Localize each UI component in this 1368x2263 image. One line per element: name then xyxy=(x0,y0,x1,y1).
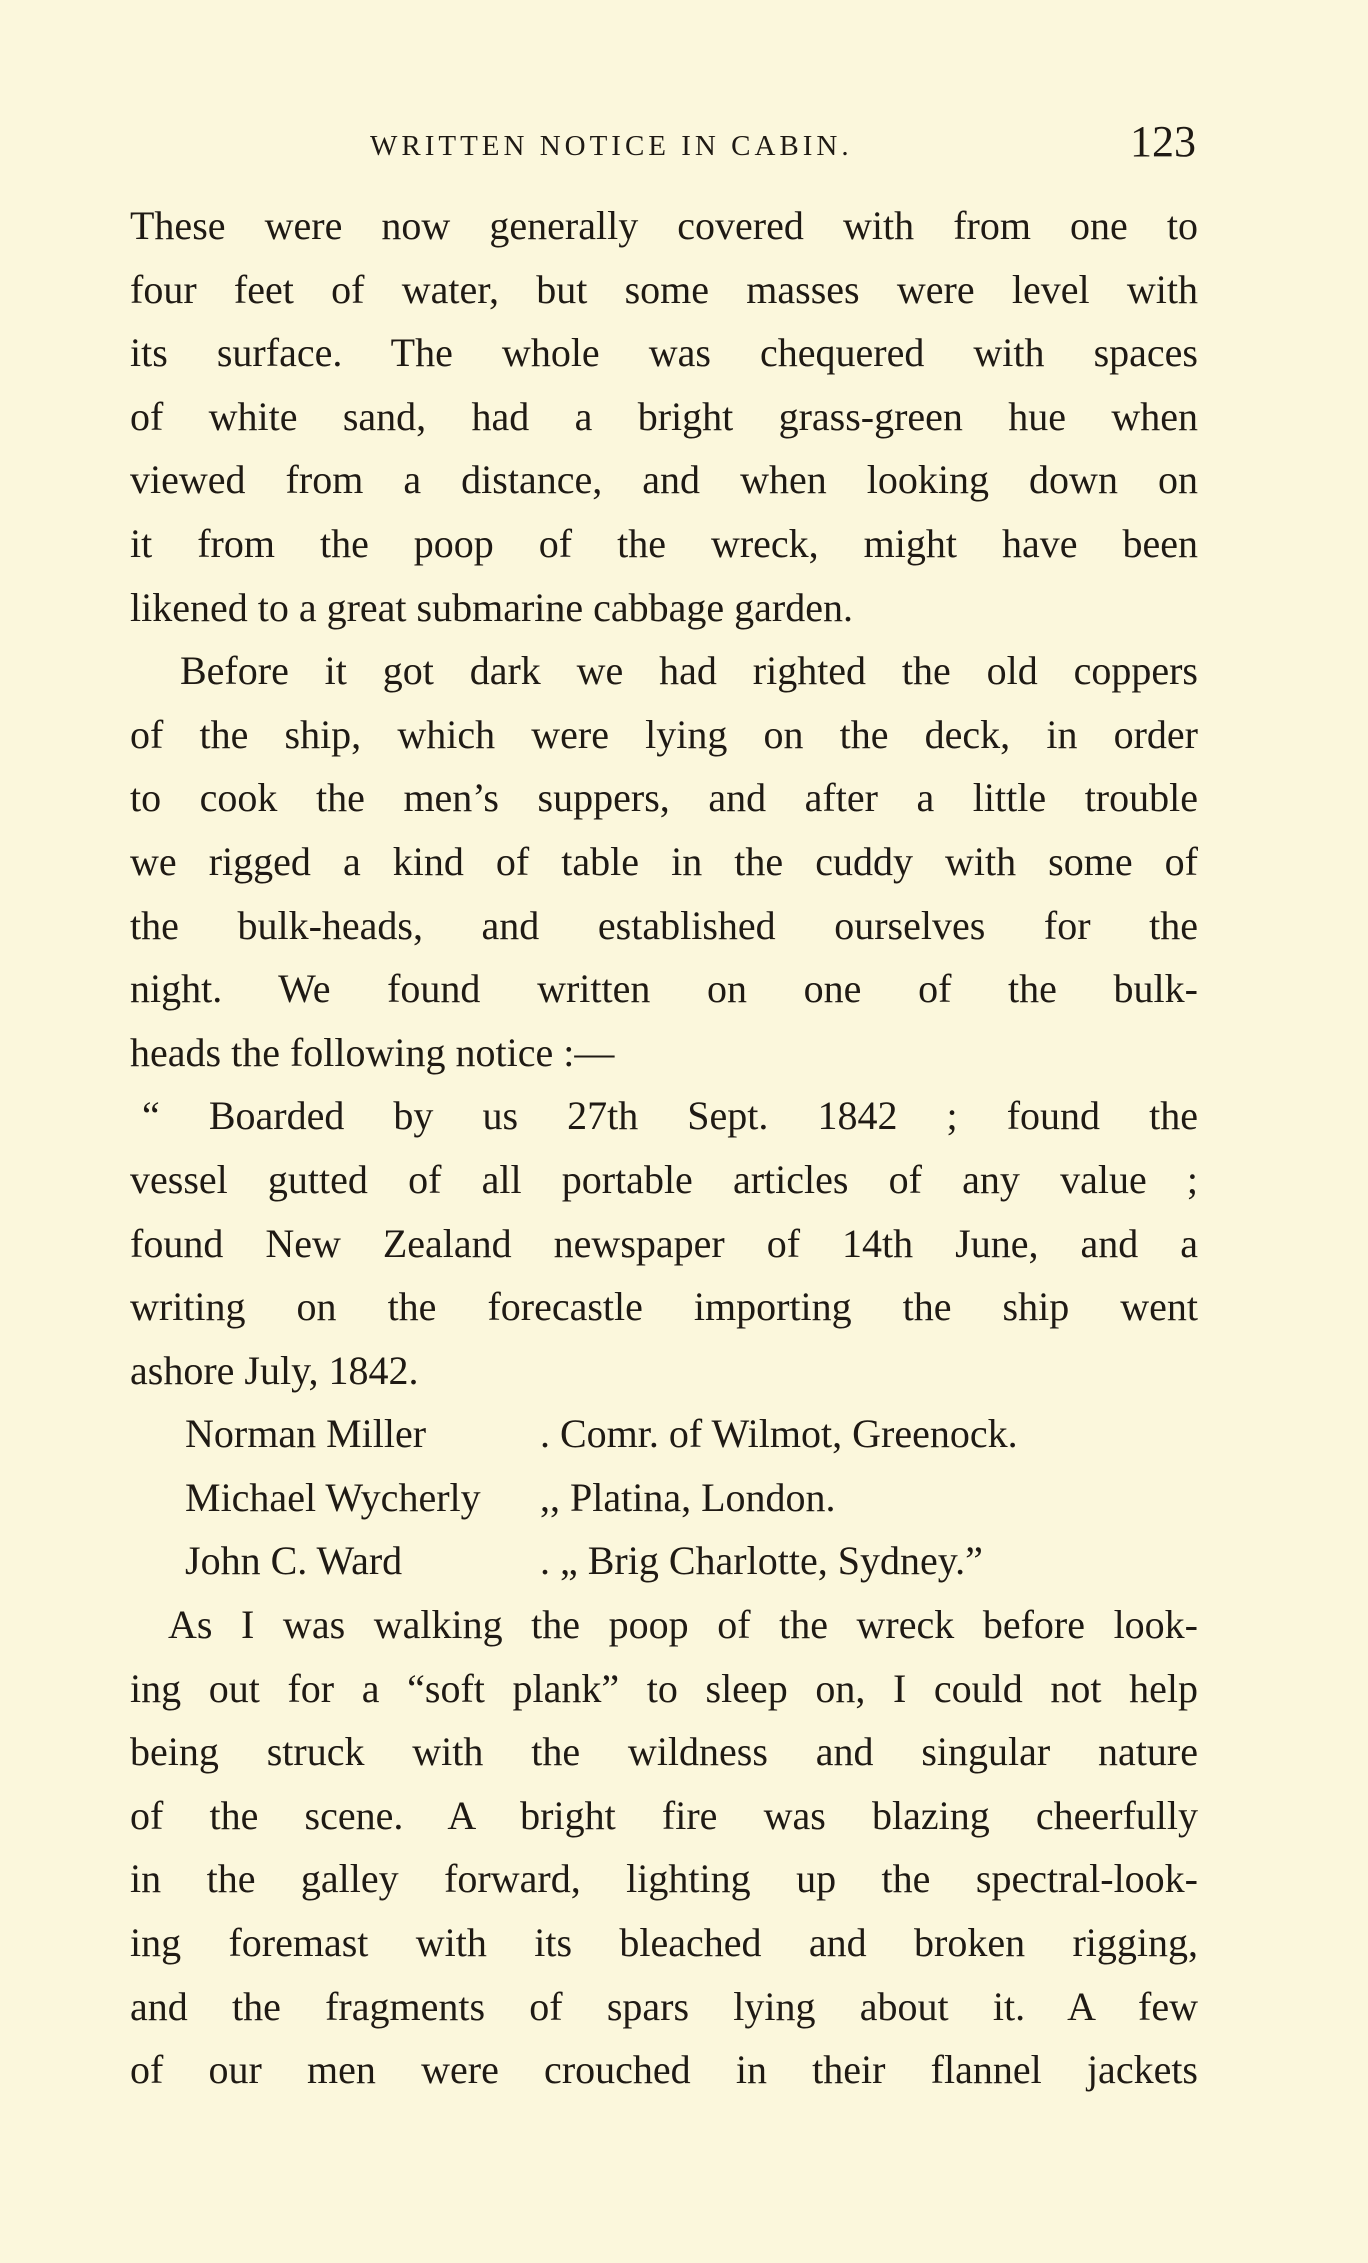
closing-paragraph-line-7: and the fragments of spars lying about it. A few xyxy=(130,1983,1198,2029)
signature-title: ,, Platina, London. xyxy=(540,1474,836,1520)
page-header xyxy=(130,118,1198,178)
signature-michael-wycherly xyxy=(130,1466,1198,1530)
paragraph-2-line-1: Before it got dark we had righted the old coppers xyxy=(180,648,1198,694)
closing-paragraph-line-1: As I was walking the poop of the wreck before look- xyxy=(168,1602,1198,1648)
quoted-notice-line-1: “ Boarded by us 27th Sept. 1842 ; found the xyxy=(142,1093,1198,1139)
running-head: WRITTEN NOTICE IN CABIN. xyxy=(370,130,853,162)
signature-title: . Comr. of Wilmot, Greenock. xyxy=(540,1411,1018,1457)
closing-paragraph-line-5: in the galley forward, lighting up the spectral-look- xyxy=(130,1856,1198,1902)
paragraph-2-line-2: of the ship, which were lying on the deck, in order xyxy=(130,711,1198,757)
closing-paragraph-line-6: ing foremast with its bleached and broken rigging, xyxy=(130,1920,1198,1966)
paragraph-2-line-5: the bulk-heads, and established ourselves for the xyxy=(130,902,1198,948)
paragraph-1-line-5: viewed from a distance, and when looking down on xyxy=(130,457,1198,503)
quoted-notice-line-3: found New Zealand newspaper of 14th June, and a xyxy=(130,1220,1198,1266)
signature-title: . „ Brig Charlotte, Sydney.” xyxy=(540,1538,983,1584)
paragraph-1-line-4: of white sand, had a bright grass-green hue when xyxy=(130,393,1198,439)
quoted-notice-line-4: writing on the forecastle importing the ship went xyxy=(130,1284,1198,1330)
paragraph-1-line-2: four feet of water, but some masses were level with xyxy=(130,266,1198,312)
paragraph-1-line-6: it from the poop of the wreck, might have been xyxy=(130,520,1198,566)
paragraph-1-line-1: These were now generally covered with from one to xyxy=(130,203,1198,248)
paragraph-2-line-6: night. We found written on one of the bulk- xyxy=(130,966,1198,1012)
closing-paragraph-line-4: of the scene. A bright fire was blazing cheerfully xyxy=(130,1792,1198,1838)
signature-norman-miller xyxy=(130,1402,1198,1466)
closing-paragraph-line-8: of our men were crouched in their flannel jackets xyxy=(130,2047,1198,2093)
signature-name: Michael Wycherly xyxy=(185,1474,481,1520)
paragraph-2-line-7: heads the following notice :— xyxy=(130,1029,615,1075)
page-number: 123 xyxy=(1130,117,1196,166)
signature-john-c-ward xyxy=(130,1529,1198,1593)
body-text xyxy=(130,194,1198,2102)
signature-name: Norman Miller xyxy=(185,1411,427,1457)
quoted-notice-line-5: ashore July, 1842. xyxy=(130,1347,419,1393)
paragraph-2-line-3: to cook the men’s suppers, and after a little trouble xyxy=(130,775,1198,821)
closing-paragraph-line-3: being struck with the wildness and singular nature xyxy=(130,1729,1198,1775)
paragraph-1-line-3: its surface. The whole was chequered with spaces xyxy=(130,330,1198,376)
paragraph-1-line-7: likened to a great submarine cabbage garden. xyxy=(130,584,854,630)
paragraph-2-line-4: we rigged a kind of table in the cuddy with some of xyxy=(130,838,1198,884)
quoted-notice-line-2: vessel gutted of all portable articles of any value ; xyxy=(130,1156,1198,1202)
signature-name: John C. Ward xyxy=(185,1538,403,1584)
closing-paragraph-line-2: ing out for a “soft plank” to sleep on, I could not help xyxy=(130,1665,1198,1711)
